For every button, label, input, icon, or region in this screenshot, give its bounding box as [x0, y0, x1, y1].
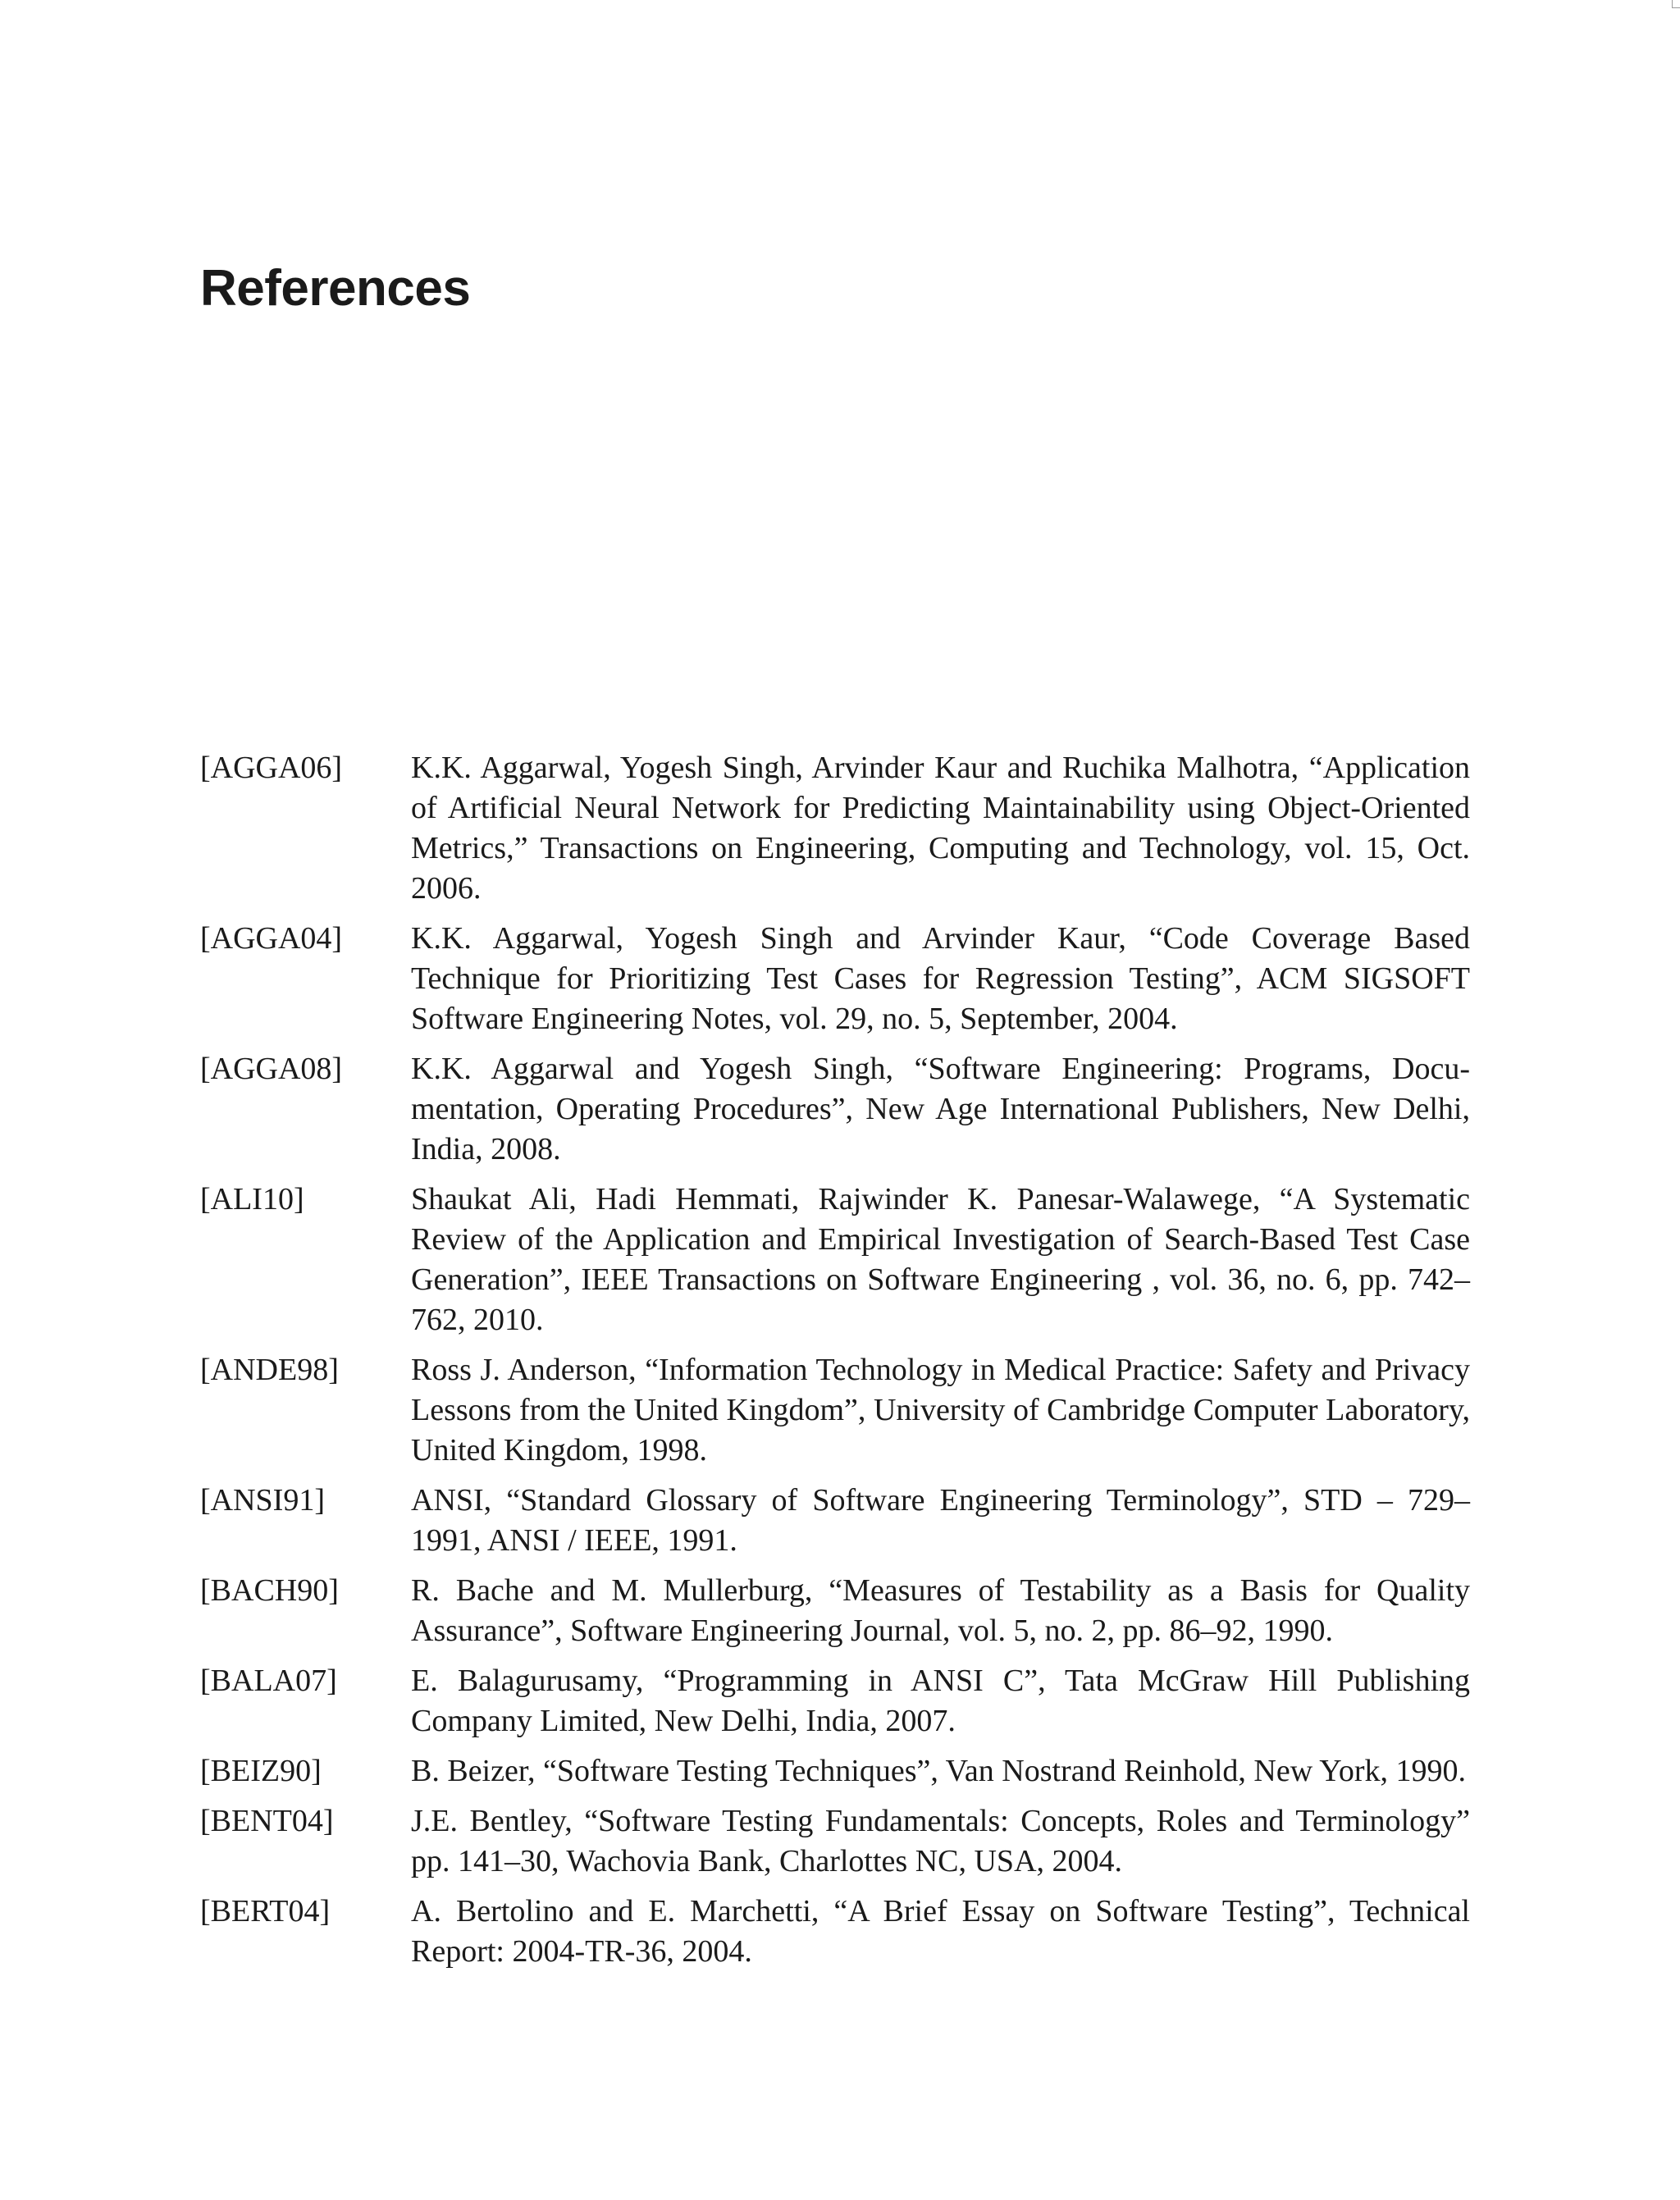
reference-entry: [200, 1751, 1470, 1791]
reference-entry: [200, 748, 1470, 909]
reference-key: [BENT04]: [200, 1804, 334, 1838]
reference-entry: [200, 1350, 1470, 1471]
reference-entry: [200, 1801, 1470, 1882]
reference-text: R. Bache and M. Mullerburg, “Measures of Testability as a Basis for Quality Assurance”, Software Engineering Journal, vol. 5, no. 2, pp. 86–92, 1990.: [411, 1573, 1470, 1648]
reference-key: [BEIZ90]: [200, 1754, 322, 1788]
reference-text: B. Beizer, “Software Testing Techniques”, Van Nostrand Reinhold, New York, 1990.: [411, 1754, 1467, 1788]
crop-mark: [1672, 0, 1680, 8]
reference-entry: [200, 1481, 1470, 1561]
reference-text: ANSI, “Standard Glossary of Software Engineering Terminology”, STD – 729–1991, ANSI / IEEE, 1991.: [411, 1483, 1470, 1558]
reference-text: K.K. Aggarwal and Yogesh Singh, “Software Engineering: Programs, Documentation, Operating Procedures”, New Age International Publishers, New Delhi, India, 2008.: [411, 1052, 1470, 1166]
reference-entry: [200, 1180, 1470, 1340]
reference-text: K.K. Aggarwal, Yogesh Singh, Arvinder Kaur and Ruchika Malhotra, “Application of Artificial Neural Network for Predicting Maintainability using Object-Oriented Metrics,” Transactions on Engineering, Computing and Technology, vol. 15, Oct. 2006.: [411, 751, 1470, 906]
reference-entry: [200, 919, 1470, 1039]
reference-text: Shaukat Ali, Hadi Hemmati, Rajwinder K. Panesar-Walawege, “A Systematic Review of the Application and Empirical Investigation of Search-Based Test Case Generation”, IEEE Transactions on Software Engineering , vol. 36, no. 6, pp. 742–762, 2010.: [411, 1182, 1470, 1337]
reference-entry: [200, 1571, 1470, 1651]
reference-text: J.E. Bentley, “Software Testing Fundamentals: Concepts, Roles and Terminology” pp. 141–30, Wachovia Bank, Charlottes NC, USA, 2004.: [411, 1804, 1470, 1878]
reference-key: [BALA07]: [200, 1664, 337, 1698]
reference-text: Ross J. Anderson, “Information Technology in Medical Practice: Safety and Privacy Lessons from the United Kingdom”, University of Cambridge Computer Laboratory, United Kingdom, 1998.: [411, 1353, 1470, 1467]
reference-key: [AGGA06]: [200, 751, 343, 785]
page-title: References: [200, 260, 471, 317]
reference-text: A. Bertolino and E. Marchetti, “A Brief Essay on Software Testing”, Technical Report: 2004-TR-36, 2004.: [411, 1894, 1470, 1969]
reference-text: E. Balagurusamy, “Programming in ANSI C”, Tata McGraw Hill Publishing Company Limited, New Delhi, India, 2007.: [411, 1664, 1470, 1738]
reference-key: [AGGA04]: [200, 921, 343, 956]
reference-key: [BACH90]: [200, 1573, 339, 1608]
reference-text: K.K. Aggarwal, Yogesh Singh and Arvinder Kaur, “Code Coverage Based Technique for Prioritizing Test Cases for Regression Testing”, ACM SIGSOFT Software Engineering Notes, vol. 29, no. 5, September, 2004.: [411, 921, 1470, 1036]
reference-entry: [200, 1661, 1470, 1741]
reference-entry: [200, 1049, 1470, 1170]
reference-key: [ANDE98]: [200, 1353, 339, 1387]
reference-key: [AGGA08]: [200, 1052, 343, 1086]
reference-entry: [200, 1892, 1470, 1972]
reference-key: [ALI10]: [200, 1182, 304, 1216]
reference-key: [ANSI91]: [200, 1483, 325, 1518]
reference-list: [200, 748, 1470, 1982]
reference-key: [BERT04]: [200, 1894, 331, 1928]
